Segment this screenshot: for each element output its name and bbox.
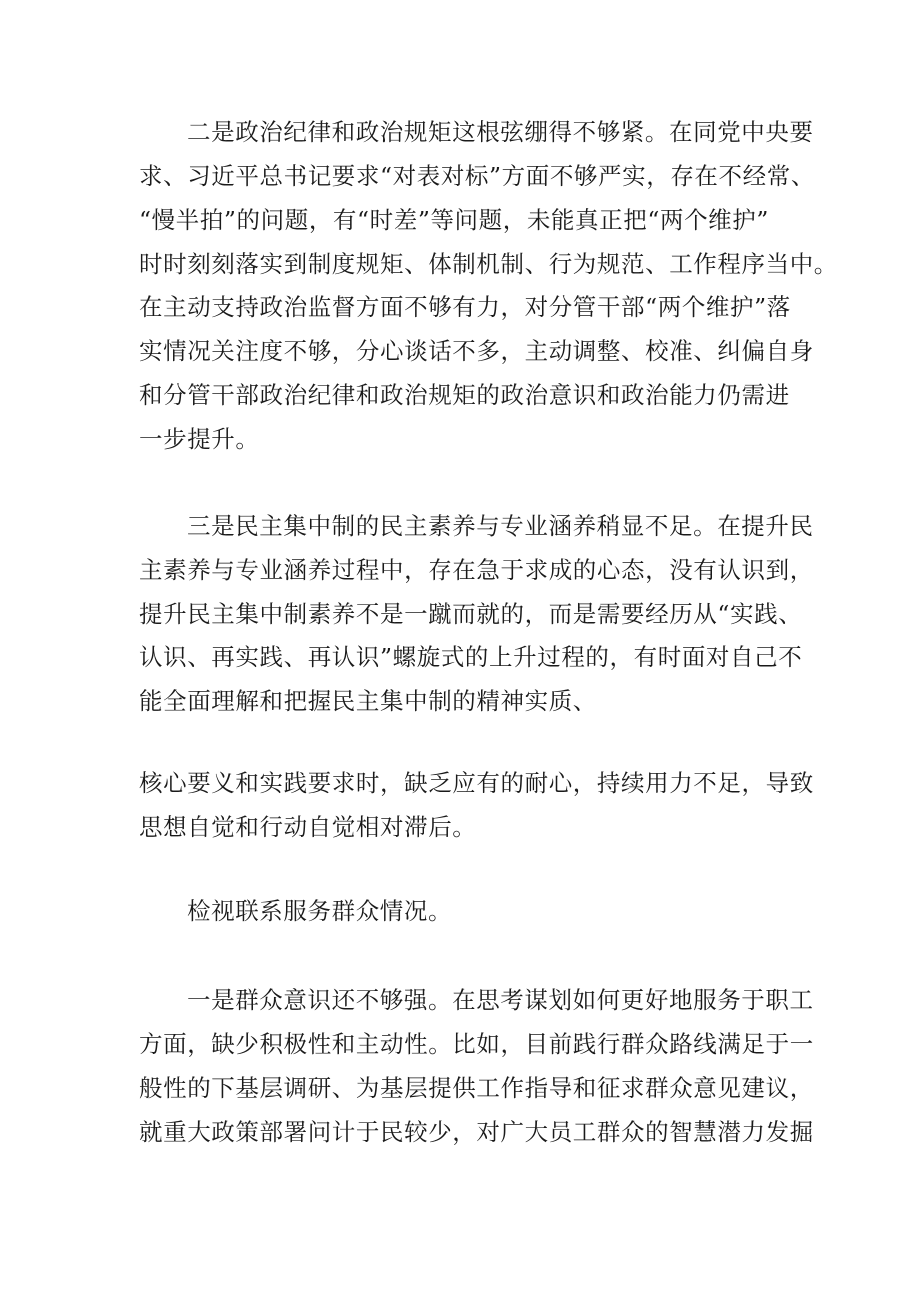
paragraph-2-line-3: 提升民主集中制素养不是一蹴而就的，而是需要经历从“实践、 [139, 600, 803, 628]
paragraph-1-line-1: 二是政治纪律和政治规矩这根弦绷得不够紧。在同党中央要 [187, 118, 814, 146]
paragraph-1-line-3: “慢半拍”的问题，有“时差”等问题，未能真正把“两个维护” [139, 206, 769, 234]
paragraph-1-line-2: 求、习近平总书记要求“对表对标”方面不够严实，存在不经常、 [139, 162, 815, 190]
paragraph-4-line-3: 般性的下基层调研、为基层提供工作指导和征求群众意见建议， [139, 1074, 814, 1102]
paragraph-2-line-1: 三是民主集中制的民主素养与专业涵养稍显不足。在提升民 [187, 512, 814, 540]
paragraph-2-line-4: 认识、再实践、再认识”螺旋式的上升过程的，有时面对自己不 [139, 643, 803, 671]
section-heading: 检视联系服务群众情况。 [187, 897, 453, 925]
paragraph-1-line-7: 和分管干部政治纪律和政治规矩的政治意识和政治能力仍需进 [139, 381, 790, 409]
paragraph-4-line-1: 一是群众意识还不够强。在思考谋划如何更好地服务于职工 [187, 986, 814, 1014]
paragraph-2-line-5: 能全面理解和把握民主集中制的精神实质、 [139, 687, 597, 715]
paragraph-3-line-2: 思想自觉和行动自觉相对滞后。 [139, 813, 477, 841]
paragraph-3-line-1: 核心要义和实践要求时，缺乏应有的耐心，持续用力不足，导致 [139, 769, 814, 797]
paragraph-4-line-2: 方面，缺少积极性和主动性。比如，目前践行群众路线满足于一 [139, 1030, 814, 1058]
paragraph-1-line-5: 在主动支持政治监督方面不够有力，对分管干部“两个维护”落 [139, 293, 791, 321]
paragraph-1-line-4: 时时刻刻落实到制度规矩、体制机制、行为规范、工作程序当中。 [139, 250, 838, 278]
paragraph-2-line-2: 主素养与专业涵养过程中，存在急于求成的心态，没有认识到， [139, 556, 814, 584]
paragraph-4-line-4: 就重大政策部署问计于民较少，对广大员工群众的智慧潜力发掘 [139, 1118, 814, 1146]
paragraph-1-line-6: 实情况关注度不够，分心谈话不多，主动调整、校准、纠偏自身 [139, 337, 814, 365]
paragraph-1-line-8: 一步提升。 [139, 425, 260, 453]
